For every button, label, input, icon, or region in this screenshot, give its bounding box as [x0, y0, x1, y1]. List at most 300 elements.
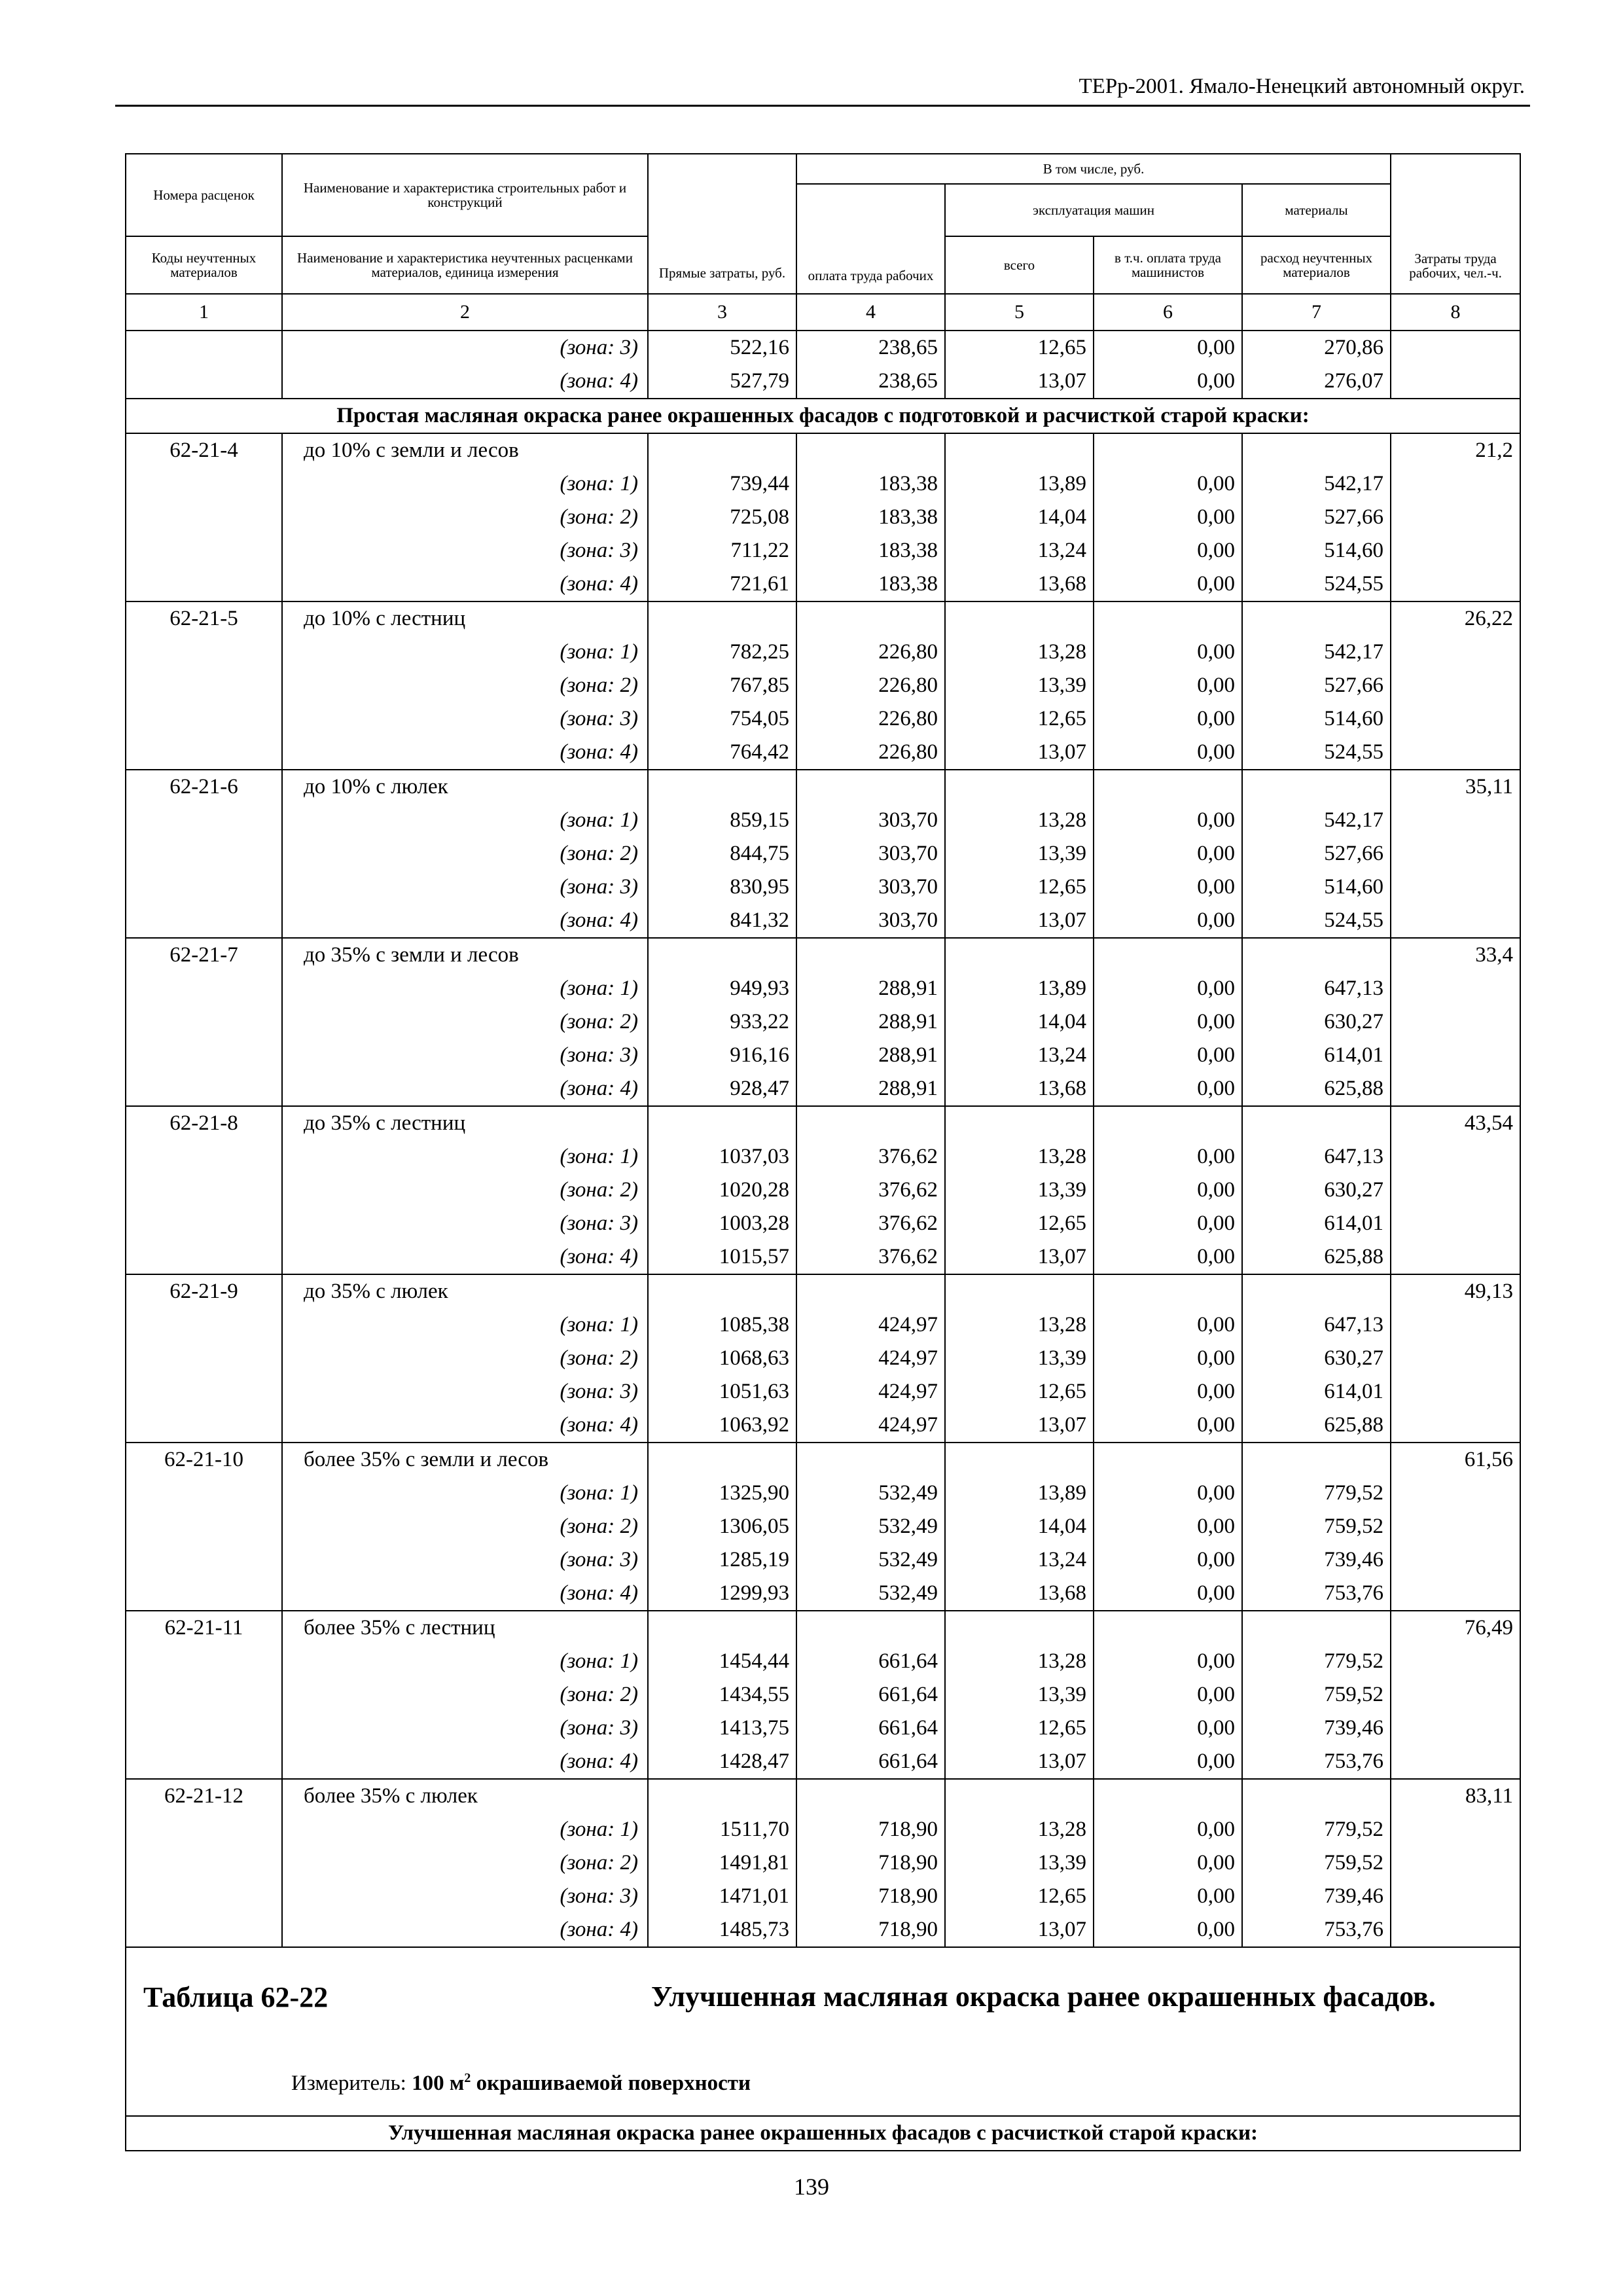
zone-label: (зона: 4) [282, 1408, 648, 1443]
table-row [126, 365, 1520, 399]
table-row [126, 601, 1520, 636]
machines-total [945, 1106, 1094, 1140]
rate-code [126, 1308, 282, 1342]
materials-cost [1242, 1779, 1391, 1813]
header-col6: в т.ч. оплата труда машинистов [1094, 236, 1242, 294]
labor-wages [796, 1611, 945, 1645]
labor-wages: 303,70 [796, 804, 945, 837]
labor-wages: 183,38 [796, 501, 945, 534]
machines-total [945, 1443, 1094, 1477]
materials-cost: 514,60 [1242, 534, 1391, 567]
machinists-wages: 0,00 [1094, 804, 1242, 837]
labor-wages: 288,91 [796, 1072, 945, 1106]
labor-wages: 661,64 [796, 1745, 945, 1779]
rate-code [126, 1039, 282, 1072]
direct-cost [648, 1106, 796, 1140]
table-row [126, 1005, 1520, 1039]
labor-hours [1391, 636, 1520, 669]
machinists-wages: 0,00 [1094, 534, 1242, 567]
rate-code [126, 1477, 282, 1510]
rate-code [126, 1072, 282, 1106]
zone-label: (зона: 1) [282, 804, 648, 837]
zone-label: (зона: 2) [282, 1846, 648, 1880]
machines-total: 13,28 [945, 1645, 1094, 1678]
machines-total: 13,89 [945, 467, 1094, 501]
labor-wages: 718,90 [796, 1880, 945, 1913]
labor-wages: 661,64 [796, 1678, 945, 1712]
labor-hours: 21,2 [1391, 433, 1520, 467]
work-name: более 35% с люлек [282, 1779, 648, 1813]
labor-hours: 76,49 [1391, 1611, 1520, 1645]
direct-cost: 830,95 [648, 870, 796, 904]
header-col2-top: Наименование и характеристика строительных работ и конструкций [282, 154, 648, 236]
labor-wages: 661,64 [796, 1712, 945, 1745]
labor-wages: 183,38 [796, 534, 945, 567]
materials-cost: 614,01 [1242, 1039, 1391, 1072]
machines-total: 14,04 [945, 1510, 1094, 1543]
direct-cost: 725,08 [648, 501, 796, 534]
labor-hours [1391, 534, 1520, 567]
zone-label: (зона: 2) [282, 1678, 648, 1712]
materials-cost: 647,13 [1242, 1140, 1391, 1174]
machinists-wages: 0,00 [1094, 1072, 1242, 1106]
labor-hours [1391, 1846, 1520, 1880]
machinists-wages [1094, 938, 1242, 972]
machines-total [945, 1611, 1094, 1645]
machines-total: 13,39 [945, 1678, 1094, 1712]
zone-label: (зона: 4) [282, 904, 648, 938]
labor-wages: 424,97 [796, 1342, 945, 1375]
table-row [126, 1072, 1520, 1106]
materials-cost: 630,27 [1242, 1005, 1391, 1039]
rate-code: 62-21-9 [126, 1274, 282, 1308]
direct-cost [648, 1611, 796, 1645]
machinists-wages: 0,00 [1094, 1813, 1242, 1846]
machinists-wages: 0,00 [1094, 1678, 1242, 1712]
labor-wages: 532,49 [796, 1543, 945, 1577]
machines-total: 12,65 [945, 1207, 1094, 1240]
zone-label: (зона: 1) [282, 1813, 648, 1846]
table-body [126, 331, 1520, 1947]
direct-cost [648, 433, 796, 467]
machinists-wages [1094, 433, 1242, 467]
machinists-wages: 0,00 [1094, 1577, 1242, 1611]
rate-code [126, 1408, 282, 1443]
labor-wages [796, 1274, 945, 1308]
table-row [126, 534, 1520, 567]
labor-hours: 35,11 [1391, 770, 1520, 804]
labor-hours [1391, 1678, 1520, 1712]
zone-label: (зона: 3) [282, 1207, 648, 1240]
direct-cost: 782,25 [648, 636, 796, 669]
labor-hours [1391, 467, 1520, 501]
labor-wages: 661,64 [796, 1645, 945, 1678]
labor-hours: 83,11 [1391, 1779, 1520, 1813]
materials-cost: 524,55 [1242, 736, 1391, 770]
direct-cost: 1003,28 [648, 1207, 796, 1240]
machinists-wages: 0,00 [1094, 1140, 1242, 1174]
zone-label: (зона: 3) [282, 534, 648, 567]
machinists-wages: 0,00 [1094, 567, 1242, 601]
table-row [126, 1039, 1520, 1072]
machines-total: 13,39 [945, 1174, 1094, 1207]
materials-cost: 753,76 [1242, 1913, 1391, 1947]
table-row [126, 1678, 1520, 1712]
direct-cost: 1325,90 [648, 1477, 796, 1510]
zone-label: (зона: 2) [282, 501, 648, 534]
labor-hours [1391, 904, 1520, 938]
table-row [126, 1510, 1520, 1543]
materials-cost [1242, 938, 1391, 972]
direct-cost [648, 601, 796, 636]
page-number: 139 [794, 2174, 829, 2200]
machinists-wages: 0,00 [1094, 904, 1242, 938]
machines-total: 13,28 [945, 1813, 1094, 1846]
labor-hours [1391, 736, 1520, 770]
table-row [126, 1140, 1520, 1174]
rate-code [126, 1342, 282, 1375]
machines-total [945, 938, 1094, 972]
rate-code [126, 1712, 282, 1745]
materials-cost: 779,52 [1242, 1477, 1391, 1510]
machinists-wages: 0,00 [1094, 1207, 1242, 1240]
direct-cost [648, 1779, 796, 1813]
machines-total: 14,04 [945, 1005, 1094, 1039]
machines-total: 12,65 [945, 1880, 1094, 1913]
table-row [126, 1443, 1520, 1477]
materials-cost: 524,55 [1242, 904, 1391, 938]
work-name: более 35% с лестниц [282, 1611, 648, 1645]
machinists-wages: 0,00 [1094, 1645, 1242, 1678]
machinists-wages: 0,00 [1094, 736, 1242, 770]
rate-code [126, 1880, 282, 1913]
direct-cost: 711,22 [648, 534, 796, 567]
zone-label: (зона: 2) [282, 837, 648, 870]
table-header [126, 154, 1520, 331]
labor-wages [796, 938, 945, 972]
table-row [126, 669, 1520, 702]
labor-wages [796, 1106, 945, 1140]
machinists-wages: 0,00 [1094, 1342, 1242, 1375]
labor-wages: 532,49 [796, 1577, 945, 1611]
direct-cost: 844,75 [648, 837, 796, 870]
table-row [126, 467, 1520, 501]
rate-code [126, 837, 282, 870]
direct-cost: 1068,63 [648, 1342, 796, 1375]
materials-cost [1242, 1274, 1391, 1308]
rate-code [126, 736, 282, 770]
direct-cost [648, 1443, 796, 1477]
machines-total: 13,28 [945, 1140, 1094, 1174]
materials-cost: 527,66 [1242, 837, 1391, 870]
table-row [126, 1240, 1520, 1274]
rate-code: 62-21-12 [126, 1779, 282, 1813]
materials-cost: 514,60 [1242, 702, 1391, 736]
labor-wages: 718,90 [796, 1813, 945, 1846]
table-row [126, 331, 1520, 365]
header-col1-top: Номера расценок [126, 154, 282, 236]
machines-total: 13,07 [945, 1408, 1094, 1443]
labor-wages: 376,62 [796, 1207, 945, 1240]
rate-code [126, 1913, 282, 1947]
machinists-wages: 0,00 [1094, 972, 1242, 1005]
work-name: до 10% с лестниц [282, 601, 648, 636]
labor-wages: 183,38 [796, 467, 945, 501]
table-row [126, 1846, 1520, 1880]
direct-cost: 1051,63 [648, 1375, 796, 1408]
materials-cost: 527,66 [1242, 501, 1391, 534]
zone-label: (зона: 3) [282, 1039, 648, 1072]
direct-cost [648, 770, 796, 804]
machinists-wages: 0,00 [1094, 1913, 1242, 1947]
table-row [126, 1207, 1520, 1240]
labor-hours [1391, 1880, 1520, 1913]
machinists-wages: 0,00 [1094, 1240, 1242, 1274]
zone-label: (зона: 2) [282, 1174, 648, 1207]
machines-total: 13,68 [945, 1072, 1094, 1106]
rate-code: 62-21-10 [126, 1443, 282, 1477]
table-row [126, 433, 1520, 467]
labor-hours [1391, 1913, 1520, 1947]
labor-hours [1391, 1174, 1520, 1207]
table-row [126, 904, 1520, 938]
machinists-wages: 0,00 [1094, 365, 1242, 399]
labor-hours [1391, 1510, 1520, 1543]
machinists-wages: 0,00 [1094, 467, 1242, 501]
rate-code [126, 1207, 282, 1240]
materials-cost: 739,46 [1242, 1712, 1391, 1745]
labor-hours [1391, 1745, 1520, 1779]
labor-wages: 226,80 [796, 736, 945, 770]
direct-cost: 1511,70 [648, 1813, 796, 1846]
machines-total: 12,65 [945, 702, 1094, 736]
table-row [126, 972, 1520, 1005]
rate-code [126, 1174, 282, 1207]
labor-wages [796, 1443, 945, 1477]
column-number: 2 [282, 294, 648, 331]
table-row [126, 1342, 1520, 1375]
direct-cost: 739,44 [648, 467, 796, 501]
materials-cost: 753,76 [1242, 1577, 1391, 1611]
zone-label: (зона: 3) [282, 1375, 648, 1408]
zone-label: (зона: 4) [282, 1072, 648, 1106]
machines-total: 13,07 [945, 736, 1094, 770]
machinists-wages [1094, 770, 1242, 804]
labor-hours [1391, 365, 1520, 399]
direct-cost: 1434,55 [648, 1678, 796, 1712]
header-materials: материалы [1242, 184, 1391, 236]
machines-total [945, 601, 1094, 636]
zone-label: (зона: 3) [282, 870, 648, 904]
materials-cost: 739,46 [1242, 1543, 1391, 1577]
zone-label: (зона: 1) [282, 1140, 648, 1174]
table-row [126, 1913, 1520, 1947]
materials-cost: 647,13 [1242, 1308, 1391, 1342]
direct-cost: 767,85 [648, 669, 796, 702]
materials-cost: 527,66 [1242, 669, 1391, 702]
materials-cost: 779,52 [1242, 1813, 1391, 1846]
machines-total: 13,89 [945, 1477, 1094, 1510]
column-number: 1 [126, 294, 282, 331]
column-number: 8 [1391, 294, 1520, 331]
materials-cost [1242, 601, 1391, 636]
running-header [115, 73, 1530, 107]
direct-cost: 1413,75 [648, 1712, 796, 1745]
machinists-wages: 0,00 [1094, 837, 1242, 870]
rate-code [126, 1813, 282, 1846]
labor-hours [1391, 567, 1520, 601]
machines-total: 13,07 [945, 1913, 1094, 1947]
zone-label: (зона: 4) [282, 567, 648, 601]
direct-cost: 754,05 [648, 702, 796, 736]
labor-hours [1391, 1005, 1520, 1039]
rate-code [126, 1005, 282, 1039]
table-row [126, 837, 1520, 870]
labor-hours [1391, 669, 1520, 702]
machines-total: 13,28 [945, 1308, 1094, 1342]
labor-wages: 303,70 [796, 870, 945, 904]
direct-cost [648, 1274, 796, 1308]
labor-hours: 43,54 [1391, 1106, 1520, 1140]
machinists-wages: 0,00 [1094, 1005, 1242, 1039]
next-table-title: Улучшенная масляная окраска ранее окрашенных фасадов. [651, 1981, 1436, 2013]
next-table-number: Таблица 62-22 [143, 1981, 329, 2013]
table-row [126, 804, 1520, 837]
machines-total: 13,07 [945, 1745, 1094, 1779]
machines-total: 13,24 [945, 534, 1094, 567]
materials-cost: 542,17 [1242, 467, 1391, 501]
machinists-wages: 0,00 [1094, 1846, 1242, 1880]
machines-total: 13,39 [945, 669, 1094, 702]
machinists-wages: 0,00 [1094, 1510, 1242, 1543]
direct-cost: 1428,47 [648, 1745, 796, 1779]
machinists-wages [1094, 601, 1242, 636]
rate-code [126, 904, 282, 938]
machinists-wages: 0,00 [1094, 1543, 1242, 1577]
machinists-wages: 0,00 [1094, 1375, 1242, 1408]
materials-cost: 614,01 [1242, 1375, 1391, 1408]
machinists-wages [1094, 1779, 1242, 1813]
machines-total: 13,24 [945, 1039, 1094, 1072]
machinists-wages [1094, 1274, 1242, 1308]
direct-cost [648, 938, 796, 972]
direct-cost: 928,47 [648, 1072, 796, 1106]
materials-cost: 779,52 [1242, 1645, 1391, 1678]
labor-hours [1391, 1813, 1520, 1846]
rate-code [126, 1745, 282, 1779]
work-name: до 10% с люлек [282, 770, 648, 804]
table-row [126, 501, 1520, 534]
labor-hours [1391, 972, 1520, 1005]
machines-total: 13,39 [945, 1342, 1094, 1375]
rate-code [126, 331, 282, 365]
column-number: 7 [1242, 294, 1391, 331]
header-col8: Затраты труда рабочих, чел.-ч. [1391, 154, 1520, 294]
table-row [126, 1477, 1520, 1510]
table-row [126, 770, 1520, 804]
direct-cost: 1306,05 [648, 1510, 796, 1543]
table-row [126, 1645, 1520, 1678]
labor-hours [1391, 1140, 1520, 1174]
rate-code: 62-21-5 [126, 601, 282, 636]
next-table-measure [291, 2071, 751, 2096]
labor-wages: 303,70 [796, 904, 945, 938]
labor-hours [1391, 1072, 1520, 1106]
machinists-wages: 0,00 [1094, 1477, 1242, 1510]
rate-code: 62-21-11 [126, 1611, 282, 1645]
labor-wages: 376,62 [796, 1140, 945, 1174]
column-number: 6 [1094, 294, 1242, 331]
work-name: до 35% с лестниц [282, 1106, 648, 1140]
rate-code [126, 702, 282, 736]
labor-hours [1391, 870, 1520, 904]
rate-code [126, 567, 282, 601]
labor-wages: 718,90 [796, 1913, 945, 1947]
measure-prefix: Измеритель: [291, 2072, 406, 2095]
machinists-wages: 0,00 [1094, 501, 1242, 534]
labor-wages: 424,97 [796, 1375, 945, 1408]
table-row [126, 636, 1520, 669]
rate-code [126, 636, 282, 669]
machines-total: 13,39 [945, 1846, 1094, 1880]
machines-total [945, 770, 1094, 804]
machinists-wages: 0,00 [1094, 1174, 1242, 1207]
materials-cost: 276,07 [1242, 365, 1391, 399]
running-header-text: ТЕРр-2001. Ямало-Ненецкий автономный округ. [1079, 75, 1525, 98]
rate-code [126, 1645, 282, 1678]
labor-hours: 49,13 [1391, 1274, 1520, 1308]
labor-hours [1391, 1375, 1520, 1408]
labor-hours [1391, 331, 1520, 365]
header-col4: оплата труда рабочих [796, 184, 945, 294]
materials-cost: 753,76 [1242, 1745, 1391, 1779]
labor-hours [1391, 1577, 1520, 1611]
labor-hours: 33,4 [1391, 938, 1520, 972]
header-group: В том числе, руб. [796, 154, 1391, 184]
direct-cost: 764,42 [648, 736, 796, 770]
machinists-wages: 0,00 [1094, 669, 1242, 702]
zone-label: (зона: 4) [282, 1577, 648, 1611]
rate-code [126, 1678, 282, 1712]
table-row [126, 1712, 1520, 1745]
zone-label: (зона: 1) [282, 1477, 648, 1510]
machinists-wages: 0,00 [1094, 1712, 1242, 1745]
labor-wages: 226,80 [796, 702, 945, 736]
labor-hours [1391, 1408, 1520, 1443]
materials-cost: 647,13 [1242, 972, 1391, 1005]
machinists-wages: 0,00 [1094, 1745, 1242, 1779]
table-row [126, 1408, 1520, 1443]
labor-wages: 288,91 [796, 972, 945, 1005]
labor-hours [1391, 1240, 1520, 1274]
labor-hours: 26,22 [1391, 601, 1520, 636]
machines-total: 13,24 [945, 1543, 1094, 1577]
zone-label: (зона: 1) [282, 467, 648, 501]
zone-label: (зона: 2) [282, 1342, 648, 1375]
rate-code [126, 1577, 282, 1611]
labor-wages: 303,70 [796, 837, 945, 870]
rate-code [126, 1140, 282, 1174]
labor-wages: 288,91 [796, 1039, 945, 1072]
materials-cost: 542,17 [1242, 636, 1391, 669]
machinists-wages: 0,00 [1094, 870, 1242, 904]
zone-label: (зона: 4) [282, 1240, 648, 1274]
materials-cost: 625,88 [1242, 1240, 1391, 1274]
rate-code: 62-21-7 [126, 938, 282, 972]
materials-cost: 630,27 [1242, 1342, 1391, 1375]
machinists-wages: 0,00 [1094, 702, 1242, 736]
materials-cost [1242, 1443, 1391, 1477]
